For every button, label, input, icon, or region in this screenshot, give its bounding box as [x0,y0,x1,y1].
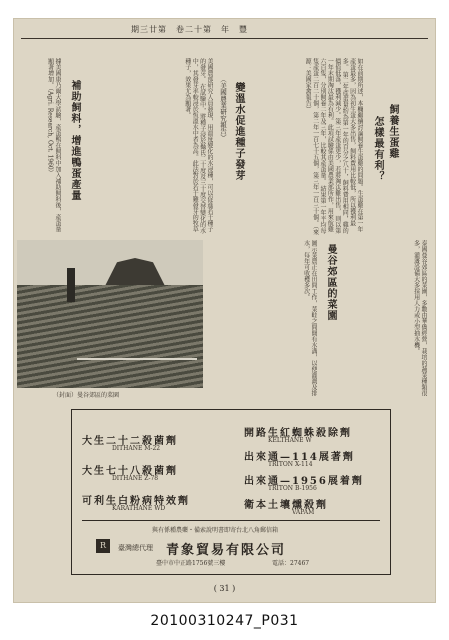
ad-address: 臺中市中正路1756號三樓 [156,560,226,567]
ad-item-dithane-m22: 大生二十二殺菌劑 [82,436,178,447]
garden-para-1: 泰國曼谷郊區的菜園，多數由華僑經營，栽培的蔬菜種類很多，灌溉設備大多採用人力或小型抽水機。 [412,240,427,396]
chicken-article-subtitle: 怎樣最有利？ [372,116,383,182]
feed-para-1: 據美國康乃爾大學試驗，產蛋鴨在飼料中加入補助飼料後，產蛋量顯著增加。（Agri. Research, Oct. 1960） [46,58,61,232]
photo-caption: （封面）曼谷郊區的菜園 [53,392,120,399]
ad-item-karathane: 可利生白粉病特效劑 [82,496,190,507]
ad-divider [82,520,380,521]
ad-item-dithane-z78-en: DITHANE Z-78 [112,475,159,482]
ad-item-karathane-en: KARATHANE WD [112,505,166,512]
ad-company-name: 青象貿易有限公司 [166,543,287,558]
ad-item-kelthane-en: KELTHANE W [268,437,312,444]
chicken-para-4: 結果第一年平均每隻產蛋二百二十個，第二年一百七十五個，第三年一百三十個。（來源：美國家禽報告） [304,58,326,235]
seed-article-source: （美國農業研究報告） [219,76,227,141]
ad-item-triton-114: 出來通—114展著劑 [244,452,355,463]
chicken-para-3: 則以第一年末期淘汰最為有利。此項試驗係由美國農業部所作，用來航雞六百隻，分別飼養二年及三年，比較其產蛋量。 [318,58,341,234]
ad-item-dithane-z78: 大生七十八殺菌劑 [82,466,178,477]
ad-item-triton-1956: 出來通—1956展着劑 [244,476,364,487]
garden-para-2: 圖示菜農正在田間工作，菜畦之間開有水溝，以便灌溉及排水，每年可收穫多次。 [302,240,317,396]
ad-item-vapam: 衛本土壤燻殺劑 [244,500,328,511]
seed-article-body [109,58,213,236]
chicken-article-title: 飼養生蛋雞 [387,104,398,159]
issue-info: 期三廿第 卷二十第 年 豐 [131,25,248,34]
irrigation-pipe [77,358,197,360]
chicken-article-body [265,58,363,236]
chicken-para-1: 如在前期所述，本欄繼續討論飼養生蛋雞的問題。生蛋雞在第一年產蛋最多，因為初生蛋大多出售，飼料費用比較低，所以獲利最多。 [341,58,363,232]
feed-article-title: 補助飼料，增進鴨蛋產量 [69,80,80,201]
ad-phone: 電話：27467 [272,560,310,567]
ad-item-vapam-en: VAPAM [292,509,315,516]
ad-item-triton-114-en: TRITON X-114 [268,461,313,468]
seed-article-title: 變溫水促進種子發芽 [233,82,244,181]
ad-notice: 與有係種農藥・備索說明書即寄台北八角郵信箱 [152,527,279,534]
farmer-figure [67,268,75,302]
feed-article-body [21,58,61,236]
archive-file-label: 20100310247_P031 [150,613,299,629]
seed-para-2: 在試驗中，將種子浸於攝氏二十度及三十度交替變化的水中，其發芽率較浸於恆溫水中者為高。此法對於若干難發芽的牧草種子，效果尤為顯著。 [183,58,206,234]
garden-article-body [209,240,317,406]
company-logo-icon: R [96,539,110,553]
garden-article-title: 曼谷郊區的菜園 [325,244,336,321]
page-number: ( 31 ) [213,584,236,593]
chicken-para-2: 第二年產蛋量約為第一年的百分之八十，飼料費用相同，雞的價值低落，獲利減少。第三年產蛋更少，若將淘汰雞出售， [333,58,349,234]
ad-item-kelthane: 開路生紅蜘蛛殺除劑 [244,428,352,439]
pesticide-advertisement [71,409,391,575]
farm-photo [17,240,203,388]
ad-item-dithane-m22-en: DITHANE M-22 [112,445,161,452]
ad-item-triton-1956-en: TRITON B-1956 [268,485,317,492]
seed-para-1: 美國農部研究人員發現，用溫度變化的水浸種，可以促進若干種子的發芽。 [198,58,213,232]
page-header [21,24,428,39]
vegetable-field [17,285,203,388]
magazine-page [13,18,436,603]
ad-agent-label: 臺灣總代理 [118,544,153,552]
garden-article-body-right [343,240,427,406]
